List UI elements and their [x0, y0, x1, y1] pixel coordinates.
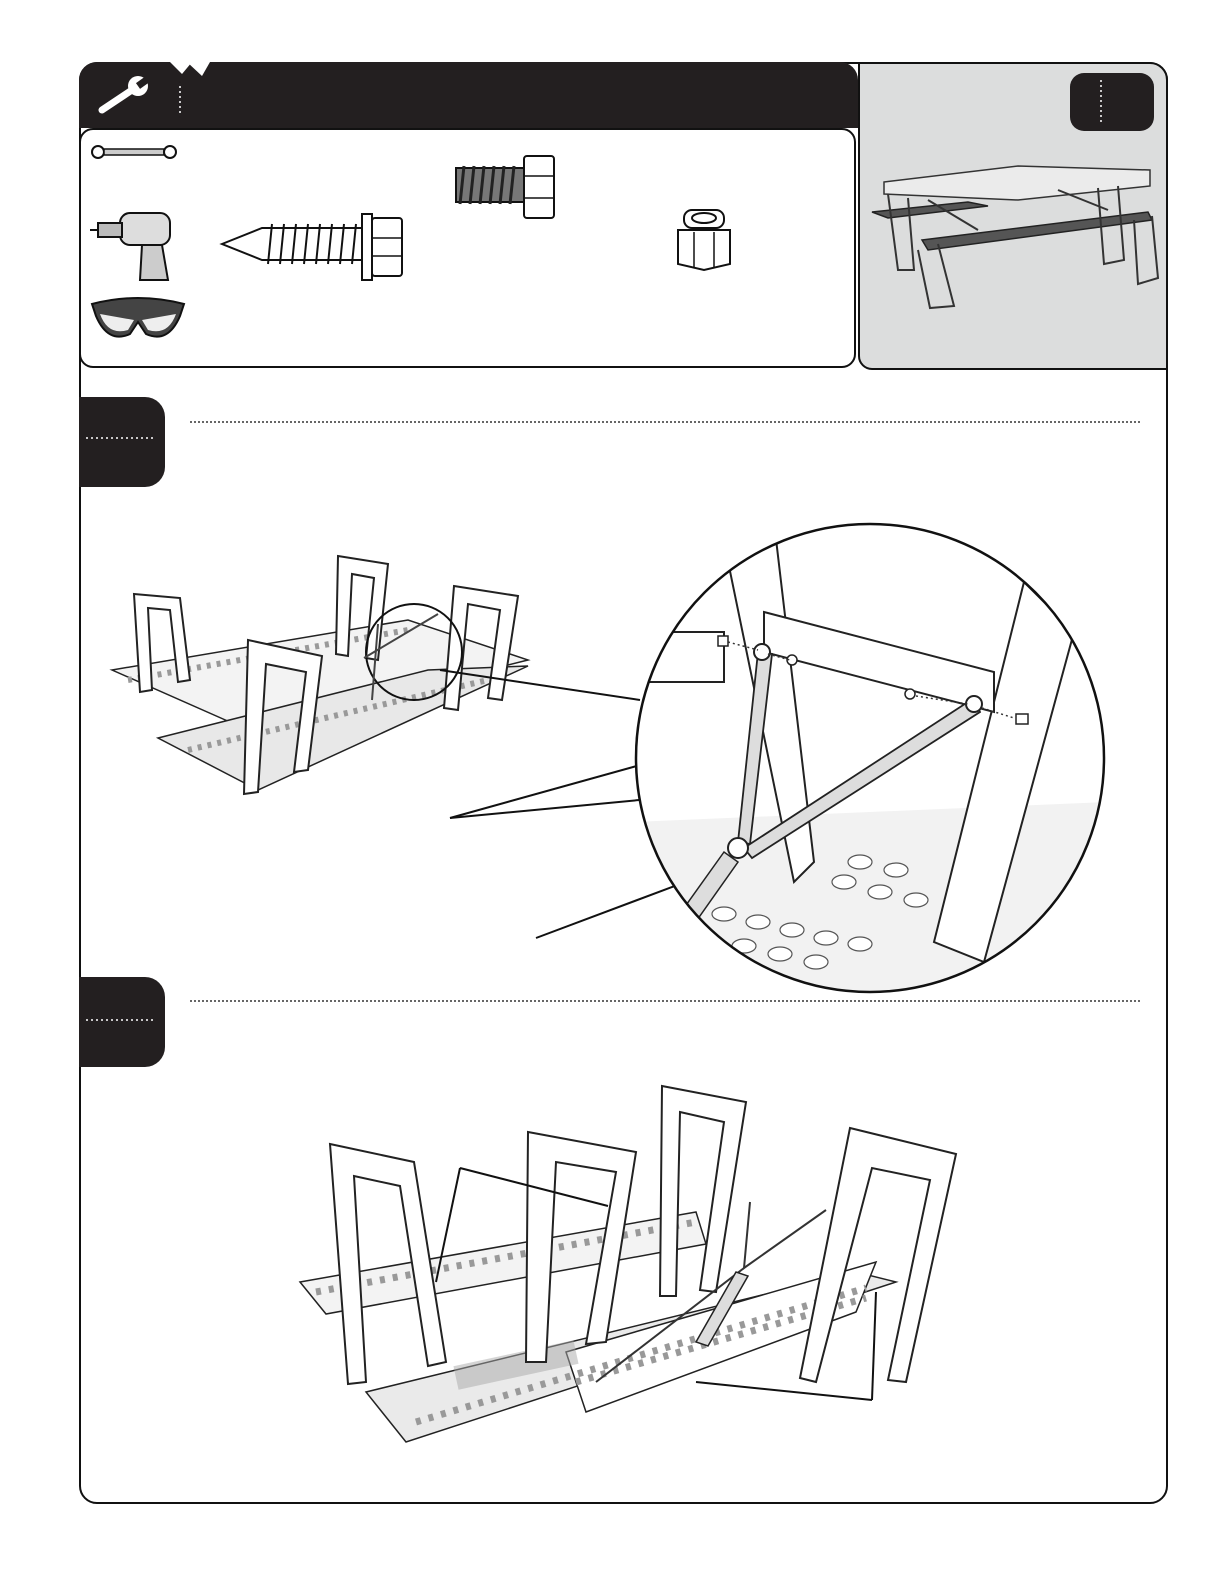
wrench-icon [92, 70, 172, 120]
step-badge [1070, 73, 1154, 131]
safety-glasses-icon [88, 294, 188, 354]
wrench-tool-icon [90, 142, 180, 162]
detail-zoom-circle [634, 522, 1106, 994]
bolt-icon [452, 152, 562, 224]
step-2-tab-rule [86, 1018, 158, 1022]
lock-nut-icon [674, 208, 734, 274]
step-badge-divider [1099, 80, 1103, 130]
lag-screw-icon [222, 210, 412, 290]
drill-icon [90, 205, 190, 285]
step-1-tab [79, 397, 165, 487]
step-1-tab-rule [86, 436, 158, 440]
header-notch [170, 62, 200, 82]
step-1-divider [190, 421, 1140, 423]
step-2-divider [190, 1000, 1140, 1002]
table-upside-down-icon [296, 1082, 966, 1482]
step-2-tab [79, 977, 165, 1067]
picnic-table-icon [868, 160, 1163, 320]
